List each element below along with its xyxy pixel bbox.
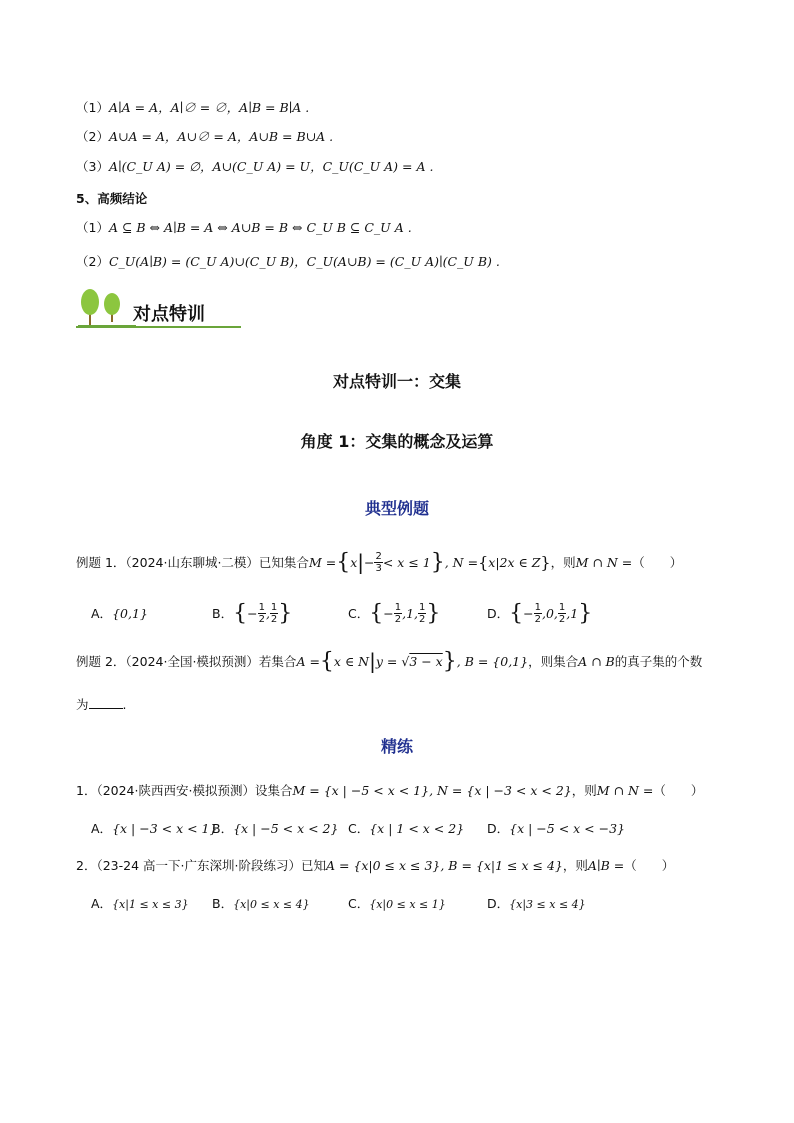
banner-underline <box>76 326 241 328</box>
answer-blank[interactable] <box>89 696 123 709</box>
practice-heading: 精练 <box>380 737 413 756</box>
example-1-stem: 例题 1．（2024·山东聊城·二模）已知集合 M = { x | − $\frac{2}{3}$ < x ≤ 1 } , N = { x|2x ∈ Z } ，则 M ∩ N = （ ） <box>76 549 683 575</box>
property-1-formula: A∣A = A，A∣∅ = ∅，A∣B = B∣A . <box>108 100 310 115</box>
example-1-option-d[interactable]: D． { − $\frac{1}{2}$ ,0, $\frac{1}{2}$ ,1 } <box>487 600 593 626</box>
example-1-option-b[interactable]: B． { − $\frac{1}{2}$ , $\frac{1}{2}$ } <box>212 600 293 626</box>
practice-2-option-a[interactable]: A．{x|1 ≤ x ≤ 3} <box>91 896 189 911</box>
section-banner <box>76 286 246 332</box>
banner-title: 对点特训 <box>133 304 205 325</box>
section5-heading: 5、高频结论 <box>76 191 148 206</box>
property-3: （3）A∣(C_U A) = ∅，A∪(C_U A) = U，C_U(C_U A) = A . <box>76 159 434 174</box>
angle-heading: 角度 1：交集的概念及运算 <box>300 432 494 451</box>
property-2-formula: A∪A = A，A∪∅ = A，A∪B = B∪A . <box>108 129 334 144</box>
practice-2-option-c[interactable]: C．{x|0 ≤ x ≤ 1} <box>348 896 446 911</box>
example-1-option-c[interactable]: C． { − $\frac{1}{2}$ ,1, $\frac{1}{2}$ } <box>348 600 441 626</box>
practice-1-stem: 1．（2024·陕西西安·模拟预测）设集合M = {x | −5 < x < 1}, N = {x | −3 < x < 2}，则M ∩ N =（ ） <box>76 783 704 798</box>
practice-1-option-c[interactable]: C．{x | 1 < x < 2} <box>348 821 465 836</box>
conclusion-2: （2）C_U(A∣B) = (C_U A)∪(C_U B)，C_U(A∪B) = (C_U A)∣(C_U B) . <box>76 254 500 269</box>
property-2: （2）A∪A = A，A∪∅ = A，A∪B = B∪A . <box>76 129 334 144</box>
examples-heading: 典型例题 <box>364 499 429 518</box>
property-3-formula: A∣(C_U A) = ∅，A∪(C_U A) = U，C_U(C_U A) = A . <box>108 159 434 174</box>
training-heading: 对点特训一：交集 <box>332 372 461 391</box>
property-1: （1）A∣A = A，A∣∅ = ∅，A∣B = B∣A . <box>76 100 310 115</box>
practice-2-option-d[interactable]: D．{x|3 ≤ x ≤ 4} <box>487 896 586 911</box>
practice-1-option-b[interactable]: B．{x | −5 < x < 2} <box>212 821 339 836</box>
practice-1-option-a[interactable]: A．{x | −3 < x < 1} <box>91 821 218 836</box>
example-1-option-a[interactable]: A． {0,1} <box>91 605 148 621</box>
example-2-answer-line: 为 . <box>76 697 127 712</box>
example-2-stem: 例题 2．（2024·全国·模拟预测）若集合 A = { x ∈ N | y = √3 − x } , B = {0,1} ，则集合 A ∩ B 的真子集的个数 <box>76 648 703 674</box>
conclusion-1: （1）A ⊆ B ⇔ A∣B = A ⇔ A∪B = B ⇔ C_U B ⊆ C_U A . <box>76 220 412 235</box>
practice-2-option-b[interactable]: B．{x|0 ≤ x ≤ 4} <box>212 896 310 911</box>
practice-1-option-d[interactable]: D．{x | −5 < x < −3} <box>487 821 625 836</box>
practice-2-stem: 2．（23-24 高一下·广东深圳·阶段练习）已知A = {x|0 ≤ x ≤ 3}, B = {x|1 ≤ x ≤ 4}，则A∣B =（ ） <box>76 858 675 873</box>
